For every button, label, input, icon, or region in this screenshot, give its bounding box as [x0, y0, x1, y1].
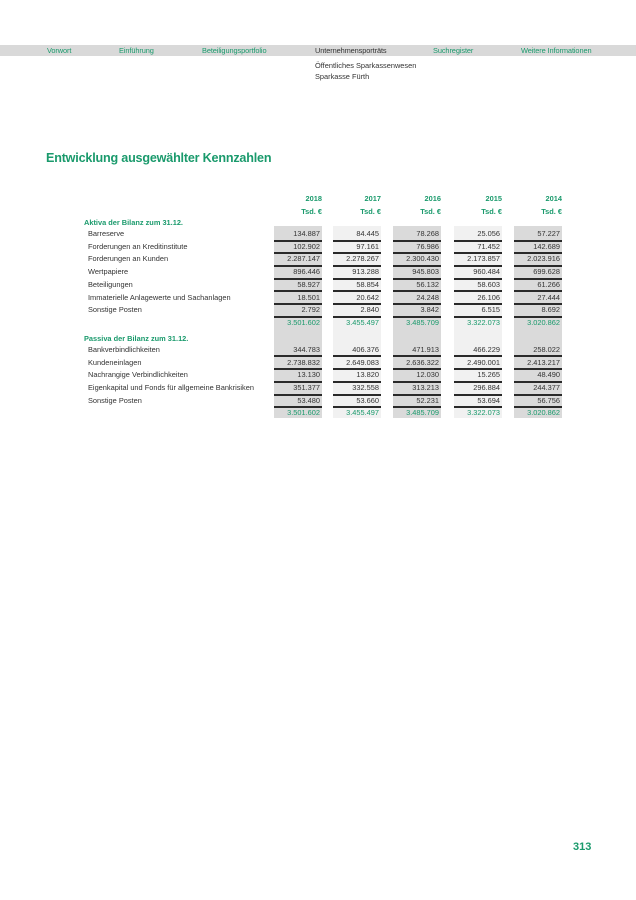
nav-item-einfuehrung[interactable]: Einführung: [119, 46, 154, 55]
table-cell: 71.452: [477, 241, 500, 251]
row-label: Bankverbindlichkeiten: [88, 344, 160, 354]
table-cell: 332.558: [352, 383, 379, 392]
table-cell: 2.413.217: [527, 357, 560, 367]
year-header: 2017: [364, 194, 381, 203]
row-label: Wertpapiere: [88, 267, 129, 277]
row-label: Forderungen an Kunden: [88, 254, 169, 264]
unit-header: Tsd. €: [541, 207, 562, 216]
table-cell: 2.023.916: [527, 254, 560, 264]
table-cell: 466.229: [473, 344, 500, 354]
table-cell: 58.854: [356, 279, 379, 289]
year-header: 2015: [485, 194, 502, 203]
row-label: Beteiligungen: [88, 279, 133, 289]
table-cell: 134.887: [293, 229, 320, 238]
table-cell: 53.660: [356, 395, 379, 405]
table-cell: 53.694: [477, 395, 500, 405]
table-cell: 3.842: [420, 305, 439, 315]
table-cell: 8.692: [541, 305, 560, 315]
year-header: 2018: [305, 194, 322, 203]
table-cell: 960.484: [473, 267, 500, 277]
table-cell: 13.820: [356, 370, 379, 380]
table-cell: 102.902: [293, 241, 320, 251]
table-cell: 2.173.857: [467, 254, 500, 264]
total-cell: 3.020.862: [527, 317, 560, 327]
nav-item-vorwort[interactable]: Vorwort: [47, 46, 72, 55]
table-cell: 58.603: [477, 279, 500, 289]
year-header: 2016: [424, 194, 441, 203]
table-cell: 97.161: [356, 241, 379, 251]
unit-header: Tsd. €: [301, 207, 322, 216]
table-cell: 296.884: [473, 383, 500, 392]
table-cell: 27.444: [537, 292, 560, 302]
nav-item-beteiligungsportfolio[interactable]: Beteiligungsportfolio: [202, 46, 267, 55]
table-cell: 896.446: [293, 267, 320, 277]
table-cell: 2.287.147: [287, 254, 320, 264]
table-cell: 2.792: [301, 305, 320, 315]
row-label: Barreserve: [88, 229, 125, 238]
table-cell: 2.300.430: [406, 254, 439, 264]
table-cell: 406.376: [352, 344, 379, 354]
sub-navigation: [315, 60, 416, 82]
table-cell: 18.501: [297, 292, 320, 302]
row-label: Immaterielle Anlagewerte und Sachanlagen: [88, 292, 231, 302]
section-title: Passiva der Bilanz zum 31.12.: [84, 333, 189, 343]
row-label: Kundeneinlagen: [88, 357, 142, 367]
total-cell: 3.322.073: [467, 408, 500, 418]
subnav-item-oeffentliches-sparkassenwesen[interactable]: Öffentliches Sparkassenwesen: [315, 61, 417, 70]
year-header: 2014: [545, 194, 562, 203]
total-cell: 3.455.497: [346, 408, 379, 418]
subnav-item-sparkasse-fuerth[interactable]: Sparkasse Fürth: [315, 72, 370, 81]
table-cell: 351.377: [293, 383, 320, 392]
total-cell: 3.501.602: [287, 317, 320, 327]
table-cell: 913.288: [352, 267, 379, 277]
nav-item-suchregister[interactable]: Suchregister: [433, 46, 474, 55]
top-navigation-bar: [0, 45, 636, 56]
row-label: Sonstige Posten: [88, 395, 142, 405]
table-cell: 2.649.083: [346, 357, 379, 367]
table-cell: 2.840: [360, 305, 379, 315]
table-cell: 26.106: [477, 292, 500, 302]
table-cell: 142.689: [533, 241, 560, 251]
total-cell: 3.455.497: [346, 317, 379, 327]
table-cell: 52.231: [416, 395, 439, 405]
table-cell: 2.490.001: [467, 357, 500, 367]
table-cell: 20.642: [356, 292, 379, 302]
table-cell: 6.515: [481, 305, 500, 315]
table-cell: 53.480: [297, 395, 320, 405]
nav-item-unternehmensportraets[interactable]: Unternehmensporträts: [315, 46, 387, 55]
table-cell: 56.756: [537, 395, 560, 405]
table-cell: 84.445: [356, 229, 379, 238]
unit-header: Tsd. €: [360, 207, 381, 216]
table-cell: 24.248: [416, 292, 439, 302]
unit-header: Tsd. €: [481, 207, 502, 216]
table-cell: 61.266: [537, 279, 560, 289]
table-cell: 56.132: [416, 279, 439, 289]
row-label: Eigenkapital und Fonds für allgemeine Bankrisiken: [88, 383, 254, 392]
table-cell: 12.030: [416, 370, 439, 380]
table-cell: 699.628: [533, 267, 560, 277]
table-cell: 471.913: [412, 344, 439, 354]
table-cell: 2.636.322: [406, 357, 439, 367]
table-cell: 78.268: [416, 229, 439, 238]
page-title: Entwicklung ausgewählter Kennzahlen: [46, 151, 272, 165]
table-cell: 244.377: [533, 383, 560, 392]
total-cell: 3.020.862: [527, 408, 560, 418]
table-cell: 344.783: [293, 344, 320, 354]
nav-item-weitere-informationen[interactable]: Weitere Informationen: [521, 46, 592, 55]
table-cell: 945.803: [412, 267, 439, 277]
table-cell: 2.278.267: [346, 254, 379, 264]
total-cell: 3.485.709: [406, 408, 439, 418]
table-cell: 48.490: [537, 370, 560, 380]
table-cell: 25.056: [477, 229, 500, 238]
table-cell: 313.213: [412, 383, 439, 392]
total-cell: 3.322.073: [467, 317, 500, 327]
table-cell: 258.022: [533, 344, 560, 354]
row-label: Nachrangige Verbindlichkeiten: [88, 370, 188, 380]
unit-header: Tsd. €: [420, 207, 441, 216]
section-title: Aktiva der Bilanz zum 31.12.: [84, 218, 183, 227]
row-label: Forderungen an Kreditinstitute: [88, 241, 188, 251]
table-cell: 13.130: [297, 370, 320, 380]
table-cell: 15.265: [477, 370, 500, 380]
total-cell: 3.485.709: [406, 317, 439, 327]
table-cell: 58.927: [297, 279, 320, 289]
table-cell: 76.986: [416, 241, 439, 251]
row-label: Sonstige Posten: [88, 305, 142, 315]
table-cell: 57.227: [537, 229, 560, 238]
total-cell: 3.501.602: [287, 408, 320, 418]
table-cell: 2.738.832: [287, 357, 320, 367]
page-number: 313: [573, 841, 592, 853]
